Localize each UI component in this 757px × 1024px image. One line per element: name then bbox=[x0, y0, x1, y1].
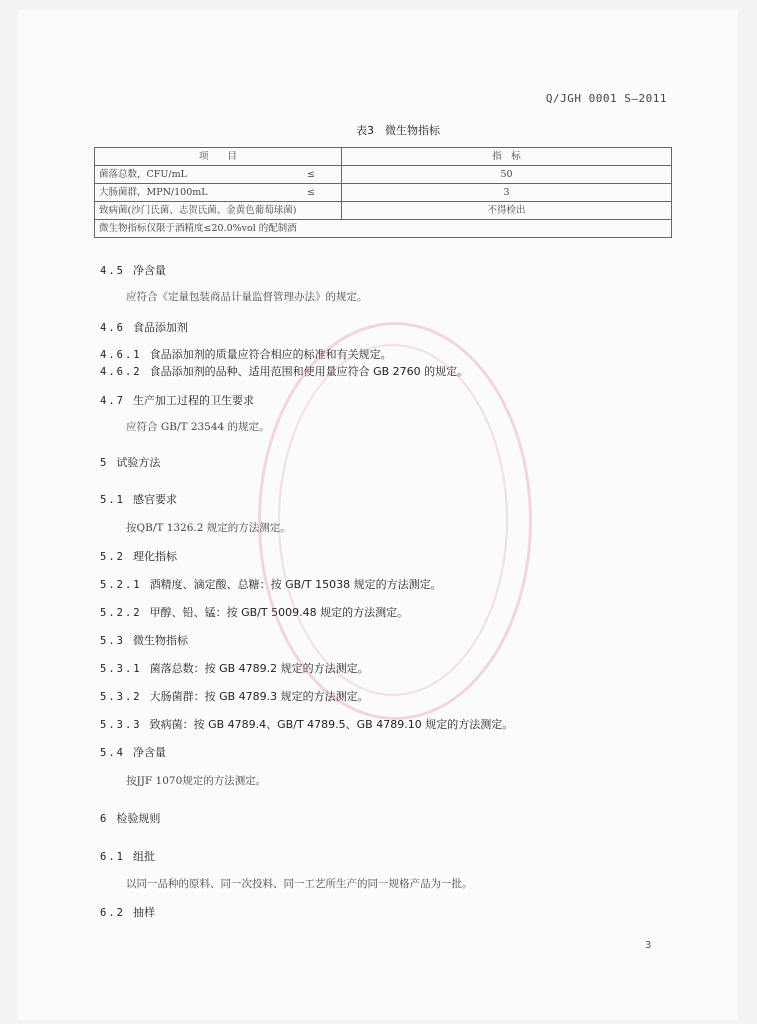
section-line bbox=[100, 548, 177, 564]
section-number: 5.3 bbox=[100, 635, 125, 647]
section-text: 组批 bbox=[132, 850, 155, 863]
company-seal-inner-ring bbox=[278, 344, 508, 696]
section-text: 感官要求 bbox=[132, 493, 177, 506]
section-number: 6 bbox=[100, 813, 109, 825]
paragraph: 按QB/T 1326.2 规定的方法测定。 bbox=[126, 522, 291, 534]
row-value: 50 bbox=[342, 166, 672, 184]
row-value: 不得检出 bbox=[342, 202, 672, 220]
row-item-cell bbox=[95, 202, 342, 220]
section-number: 6.1 bbox=[100, 851, 125, 863]
paragraph: 以同一品种的原料、同一次投料、同一工艺所生产的同一规格产品为一批。 bbox=[126, 878, 473, 890]
section-number: 5.3.3 bbox=[100, 719, 142, 731]
row-symbol: ≤ bbox=[307, 169, 315, 180]
section-text: 菌落总数：按 GB 4789.2 规定的方法测定。 bbox=[149, 662, 369, 675]
section-number: 5.3.1 bbox=[100, 663, 142, 675]
section-number: 4.6 bbox=[100, 322, 125, 334]
page-number: 3 bbox=[645, 940, 652, 951]
section-text: 微生物指标 bbox=[132, 634, 188, 647]
section-line bbox=[100, 744, 166, 760]
table-note: 微生物指标仅限于酒精度≤20.0%vol 的配制酒 bbox=[95, 220, 672, 238]
table-row bbox=[95, 166, 672, 184]
section-line bbox=[100, 491, 177, 507]
table-caption: 表3 微生物指标 bbox=[356, 124, 440, 137]
section-text: 生产加工过程的卫生要求 bbox=[132, 394, 254, 407]
table-note-row bbox=[95, 220, 672, 238]
section-number: 4.5 bbox=[100, 265, 125, 277]
section-number: 4.6.1 bbox=[100, 349, 142, 361]
section-line bbox=[100, 904, 155, 920]
row-item-label: 致病菌(沙门氏菌、志贺氏菌、金黄色葡萄球菌) bbox=[99, 205, 297, 216]
section-text: 理化指标 bbox=[132, 550, 177, 563]
paragraph: 应符合《定量包装商品计量监督管理办法》的规定。 bbox=[126, 291, 368, 303]
section-text: 甲醇、铅、锰：按 GB/T 5009.48 规定的方法测定。 bbox=[149, 606, 409, 619]
paragraph: 应符合 GB/T 23544 的规定。 bbox=[126, 421, 270, 433]
section-text: 食品添加剂 bbox=[132, 321, 188, 334]
table-row bbox=[95, 184, 672, 202]
section-text: 抽样 bbox=[132, 906, 155, 919]
row-item-cell bbox=[95, 184, 342, 202]
section-line bbox=[100, 262, 166, 278]
microbial-index-table bbox=[94, 147, 672, 238]
header-cell-item: 项 目 bbox=[95, 148, 342, 166]
section-text: 大肠菌群：按 GB 4789.3 规定的方法测定。 bbox=[149, 690, 369, 703]
section-number: 5.2.2 bbox=[100, 607, 142, 619]
header-cell-index: 指 标 bbox=[342, 148, 672, 166]
section-text: 食品添加剂的质量应符合相应的标准和有关规定。 bbox=[149, 348, 392, 361]
section-line bbox=[100, 632, 188, 648]
section-number: 5.1 bbox=[100, 494, 125, 506]
section-line bbox=[100, 454, 160, 470]
paragraph: 按JJF 1070规定的方法测定。 bbox=[126, 775, 267, 787]
section-number: 5.2 bbox=[100, 551, 125, 563]
row-value: 3 bbox=[342, 184, 672, 202]
section-line bbox=[100, 716, 513, 732]
section-number: 5.3.2 bbox=[100, 691, 142, 703]
table-row bbox=[95, 202, 672, 220]
section-text: 试验方法 bbox=[116, 456, 161, 469]
section-line bbox=[100, 319, 188, 335]
section-text: 净含量 bbox=[132, 746, 166, 759]
section-text: 净含量 bbox=[132, 264, 166, 277]
section-number: 5.2.1 bbox=[100, 579, 142, 591]
section-number: 5.4 bbox=[100, 747, 125, 759]
section-line bbox=[100, 810, 160, 826]
section-number: 4.6.2 bbox=[100, 366, 142, 378]
section-text: 酒精度、滴定酸、总糖：按 GB/T 15038 规定的方法测定。 bbox=[149, 578, 442, 591]
section-line bbox=[100, 848, 155, 864]
section-text: 致病菌：按 GB 4789.4、GB/T 4789.5、GB 4789.10 规定的方法测定。 bbox=[149, 718, 514, 731]
section-number: 6.2 bbox=[100, 907, 125, 919]
row-item-label: 大肠菌群，MPN/100mL bbox=[99, 187, 208, 198]
section-number: 5 bbox=[100, 457, 109, 469]
row-item-label: 菌落总数，CFU/mL bbox=[99, 169, 187, 180]
row-symbol: ≤ bbox=[307, 187, 315, 198]
row-item-cell bbox=[95, 166, 342, 184]
table-header-row bbox=[95, 148, 672, 166]
section-number: 4.7 bbox=[100, 395, 125, 407]
section-text: 检验规则 bbox=[116, 812, 161, 825]
section-text: 食品添加剂的品种、适用范围和使用量应符合 GB 2760 的规定。 bbox=[149, 365, 469, 378]
document-code: Q/JGH 0001 S—2011 bbox=[545, 92, 667, 105]
section-line bbox=[100, 392, 254, 408]
